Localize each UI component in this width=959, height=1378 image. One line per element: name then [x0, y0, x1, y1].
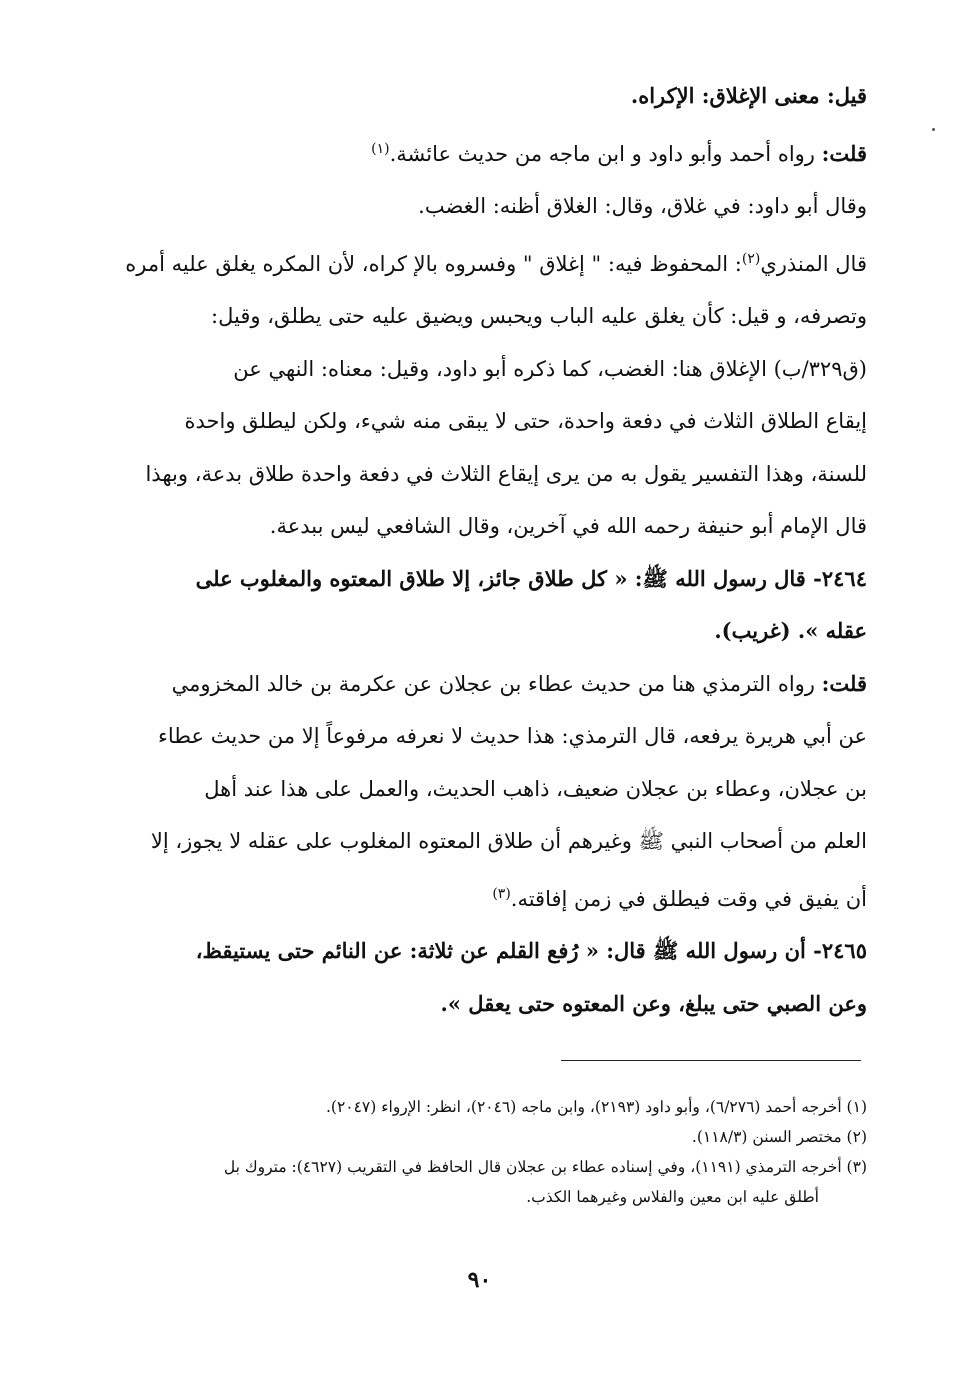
page-number: ٩٠: [467, 1267, 492, 1293]
hadith-2464-line-2: عقله ». (غريب).: [714, 618, 867, 643]
paragraph-3-line-6: قال الإمام أبو حنيفة رحمه الله في آخرين، وقال الشافعي ليس ببدعة.: [269, 514, 867, 538]
paragraph-1-text: رواه أحمد وأبو داود و ابن ماجه من حديث عائشة.: [389, 141, 822, 166]
paragraph-4-line-5: [95, 868, 867, 926]
lead-word: قلت:: [821, 670, 867, 696]
footnote-3-line-2: أطلق عليه ابن معين والفلاس وغيرهما الكذب.: [526, 1188, 819, 1206]
paragraph-3-line-4: إيقاع الطلاق الثلاث في دفعة واحدة، حتى لا يبقى منه شيء، ولكن ليطلق واحدة: [184, 409, 867, 433]
paragraph-3-line-3: (ق٣٢٩/ب) الإغلاق هنا: الغضب، كما ذكره أبو داود، وقيل: معناه: النهي عن: [233, 356, 867, 381]
paragraph-3-line-5: للسنة، وهذا التفسير يقول به من يرى إيقاع الثلاث في دفعة واحدة طلاق بدعة، وبهذا: [145, 461, 867, 486]
paragraph-4-line-2: عن أبي هريرة يرفعه، قال الترمذي: هذا حديث لا نعرفه مرفوعاً إلا من حديث عطاء: [158, 724, 867, 748]
paragraph-4-line-3: بن عجلان، وعطاء بن عجلان ضعيف، ذاهب الحديث، والعمل على هذا عند أهل: [204, 776, 867, 801]
paragraph-2: وقال أبو داود: في غلاق، وقال: الغلاق أظنه: الغضب.: [418, 194, 867, 218]
footnote-marker-2: (٢): [741, 250, 761, 267]
footnote-2: (٢) مختصر السنن (١١٨/٣).: [691, 1128, 867, 1146]
footnotes: [95, 1092, 867, 1212]
hadith-2465-line-2: وعن الصبي حتى يبلغ، وعن المعتوه حتى يعقل ».: [440, 990, 867, 1016]
paragraph-3-part-a: قال المنذري: [760, 251, 867, 276]
lead-word: قلت:: [821, 140, 867, 166]
scan-speck: [932, 128, 935, 131]
hadith-2464-line-1: ٢٤٦٤- قال رسول الله ﷺ: « كل طلاق جائز، إلا طلاق المعتوه والمغلوب على: [195, 565, 867, 591]
paragraph-4-line-4: العلم من أصحاب النبي ﷺ وغيرهم أن طلاق المعتوه المغلوب على عقله لا يجوز، إلا: [150, 829, 867, 853]
footnote-separator: [561, 1060, 861, 1061]
paragraph-4-line-1: [95, 658, 867, 711]
paragraph-4-text: رواه الترمذي هنا من حديث عطاء بن عجلان عن عكرمة بن خالد المخزومي: [171, 671, 822, 696]
main-text: [95, 70, 867, 1030]
paragraph-3-part-b: : المحفوظ فيه: " إغلاق " وفسروه بالإ كراه، لأن المكره يغلق عليه أمره: [125, 251, 742, 276]
paragraph-1: [95, 123, 867, 181]
paragraph-3-line-1: [95, 233, 867, 291]
paragraph-3-line-2: وتصرفه، و قيل: كأن يغلق عليه الباب ويحبس ويضيق عليه حتى يطلق، وقيل:: [211, 304, 867, 328]
footnote-marker-3: (٣): [492, 885, 511, 902]
footnote-3-line-1: (٣) أخرجه الترمذي (١١٩١)، وفي إسناده عطاء بن عجلان قال الحافظ في التقريب (٤٦٢٧): متروك بل: [223, 1158, 867, 1176]
section-heading: قيل: معنى الإغلاق: الإكراه.: [630, 83, 867, 108]
footnote-marker-1: (١): [371, 140, 390, 157]
hadith-2465-line-1: ٢٤٦٥- أن رسول الله ﷺ قال: « رُفع القلم عن ثلاثة: عن النائم حتى يستيقظ،: [195, 938, 867, 963]
footnote-1: (١) أخرجه أحمد (٦/٢٧٦)، وأبو داود (٢١٩٣)، وابن ماجه (٢٠٤٦)، انظر: الإرواء (٢٠٤٧).: [325, 1098, 867, 1116]
paragraph-4-last-text: أن يفيق في وقت فيطلق في زمن إفاقته.: [510, 886, 867, 911]
